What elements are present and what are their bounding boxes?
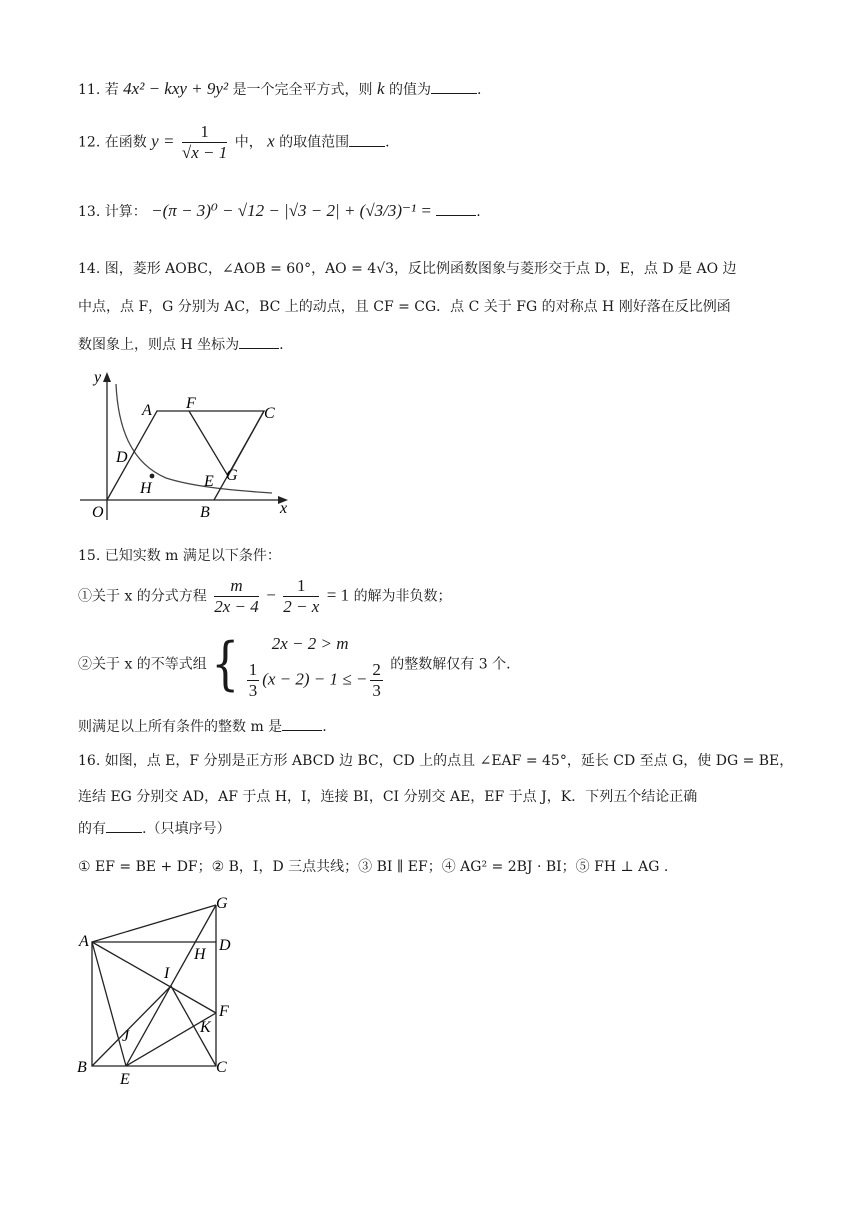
label-i: I <box>164 965 170 982</box>
q11-pre: 若 <box>104 82 119 98</box>
q15-c2-post: 的整数解仅有 3 个. <box>390 656 511 673</box>
q16-number: 16. <box>78 753 101 769</box>
question-13 <box>78 200 481 223</box>
q15-intro: 已知实数 m 满足以下条件： <box>104 548 281 564</box>
q15-end: . <box>322 719 327 735</box>
q16-text-line-3-pre: 的有 <box>78 821 106 837</box>
q15-c1-post: 的解为非负数； <box>353 588 452 605</box>
q15-c1-frac1-den: 2x − 4 <box>214 597 259 616</box>
segment-bi <box>92 986 171 1066</box>
question-15-conclusion <box>78 716 327 738</box>
q16-options: ① EF = BE + DF；② B，I，D 三点共线；③ BI ∥ EF；④ AG² = 2BJ · BI；⑤ FH ⊥ AG . <box>78 859 669 875</box>
question-14-line-3 <box>78 334 284 356</box>
q12-denominator: √x − 1 <box>181 143 228 162</box>
q15-ineq2-rhs-num: 2 <box>372 660 381 679</box>
q12-pre: 在函数 <box>104 134 147 151</box>
q16-text-line-2: 连结 EG 分别交 AD，AF 于点 H，I，连接 BI，CI 分别交 AE，EF 于点 J，K．下列五个结论正确 <box>78 789 698 805</box>
q15-ineq2-lhs-num: 1 <box>248 660 258 679</box>
q11-expression: 4x² − kxy + 9y² <box>123 79 229 98</box>
label-o: O <box>92 504 104 521</box>
question-16-options <box>78 856 668 878</box>
q12-numerator: 1 <box>182 122 227 143</box>
label-g: G <box>226 467 238 484</box>
q15-c1-eq: = 1 <box>326 585 350 605</box>
q12-mid: 中， <box>234 134 263 151</box>
q15-c1-fraction-2 <box>283 576 319 617</box>
q15-c1-frac1-num: m <box>214 576 259 597</box>
label-h: H <box>140 480 152 497</box>
q14-text-line-2: 中点，点 F，G 分别为 AC，BC 上的动点，且 CF = CG．点 C 关于 FG 的对称点 H 刚好落在反比例函 <box>78 299 731 315</box>
q14-number: 14. <box>78 261 101 277</box>
q15-inequality-system <box>244 628 386 701</box>
q15-ineq2-mid: (x − 2) − 1 ≤ − <box>262 669 368 689</box>
label-a: A <box>79 933 89 950</box>
q15-ineq-2 <box>244 660 386 701</box>
q16-answer-blank[interactable] <box>106 818 142 833</box>
q15-ineq2-lhs-den: 3 <box>248 681 258 700</box>
q14-text-line-1: 图，菱形 AOBC，∠AOB = 60°，AO = 4√3，反比例函数图象与菱形交于点 D，E，点 D 是 AO 边 <box>104 261 737 277</box>
q12-post: 的取值范围 <box>279 134 350 151</box>
q12-fraction <box>182 122 227 163</box>
q12-lhs: y = <box>151 131 175 151</box>
label-d: D <box>219 937 231 954</box>
q12-number: 12. <box>78 134 101 151</box>
question-16-line-2 <box>78 786 697 808</box>
q15-c1-minus: − <box>266 585 276 605</box>
q15-conclusion: 则满足以上所有条件的整数 m 是 <box>78 719 283 735</box>
q11-post: 的值为 <box>388 82 431 98</box>
label-f: F <box>219 1003 229 1020</box>
brace-icon: { <box>211 630 240 697</box>
q15-c1-frac2-den: 2 − x <box>283 597 320 616</box>
q12-end: . <box>385 134 390 151</box>
question-11 <box>78 78 481 101</box>
rhombus-aobc <box>107 411 264 500</box>
label-c: C <box>264 405 275 422</box>
q11-end: . <box>476 82 482 98</box>
q15-c1-frac2-num: 1 <box>283 576 319 597</box>
segment-ag <box>92 905 216 942</box>
label-g: G <box>216 895 228 912</box>
question-14-line-1 <box>78 258 737 280</box>
q16-text-line-1: 如图，点 E，F 分别是正方形 ABCD 边 BC，CD 上的点且 ∠EAF = 45°，延长 CD 至点 G，使 DG = BE， <box>104 753 794 769</box>
q14-end: . <box>279 337 284 353</box>
question-15-intro <box>78 545 281 567</box>
q15-c2-pre: ②关于 x 的不等式组 <box>78 656 207 673</box>
q12-answer-blank[interactable] <box>349 132 385 147</box>
q13-number: 13. <box>78 204 101 220</box>
q15-answer-blank[interactable] <box>282 716 322 731</box>
label-a: A <box>142 402 152 419</box>
q15-ineq2-rhs-den: 3 <box>372 681 381 700</box>
label-c: C <box>216 1059 227 1076</box>
label-x: x <box>280 500 288 517</box>
q13-answer-blank[interactable] <box>436 201 476 216</box>
segment-ae <box>92 942 126 1066</box>
q15-ineq2-rhs-frac <box>370 660 383 701</box>
label-b: B <box>77 1059 87 1076</box>
label-y: y <box>94 369 102 386</box>
label-k: K <box>200 1019 211 1036</box>
q15-number: 15. <box>78 548 101 564</box>
label-j: J <box>122 1028 130 1045</box>
question-14-line-2 <box>78 296 731 318</box>
q12-var: x <box>267 131 275 151</box>
q13-end: . <box>476 204 481 220</box>
question-12 <box>78 122 390 163</box>
q13-expression: −(π − 3)⁰ − √12 − |√3 − 2| + (√3/3)⁻¹ = <box>151 201 432 220</box>
q15-c1-pre: ①关于 x 的分式方程 <box>78 588 207 605</box>
q13-pre: 计算： <box>104 204 147 220</box>
q15-ineq2-lhs-frac <box>247 660 260 701</box>
question-16-line-3 <box>78 818 230 840</box>
q15-ineq-1: 2x − 2 > m <box>271 634 349 653</box>
q14-text-line-3: 数图象上，则点 H 坐标为 <box>78 337 240 353</box>
y-axis-arrow-icon <box>103 372 111 382</box>
question-15-condition-2 <box>78 628 511 701</box>
label-b: B <box>200 504 210 521</box>
point-h <box>150 474 155 479</box>
label-e: E <box>120 1071 130 1088</box>
figure-16-square-diagram <box>76 890 246 1090</box>
label-e: E <box>204 473 214 490</box>
figure-14-rhombus-graph <box>76 368 306 523</box>
q11-mid: 是一个完全平方式，则 <box>232 82 373 98</box>
question-16-line-1 <box>78 750 793 772</box>
label-h: H <box>194 946 206 963</box>
q15-c1-fraction-1 <box>214 576 259 617</box>
q11-number: 11. <box>78 82 101 98</box>
question-15-condition-1 <box>78 576 452 617</box>
q16-text-line-3-post: .（只填序号） <box>142 821 231 837</box>
q14-answer-blank[interactable] <box>239 334 279 349</box>
q11-answer-blank[interactable] <box>431 79 477 94</box>
q11-var: k <box>376 79 385 98</box>
label-f: F <box>186 395 196 412</box>
label-d: D <box>116 449 128 466</box>
